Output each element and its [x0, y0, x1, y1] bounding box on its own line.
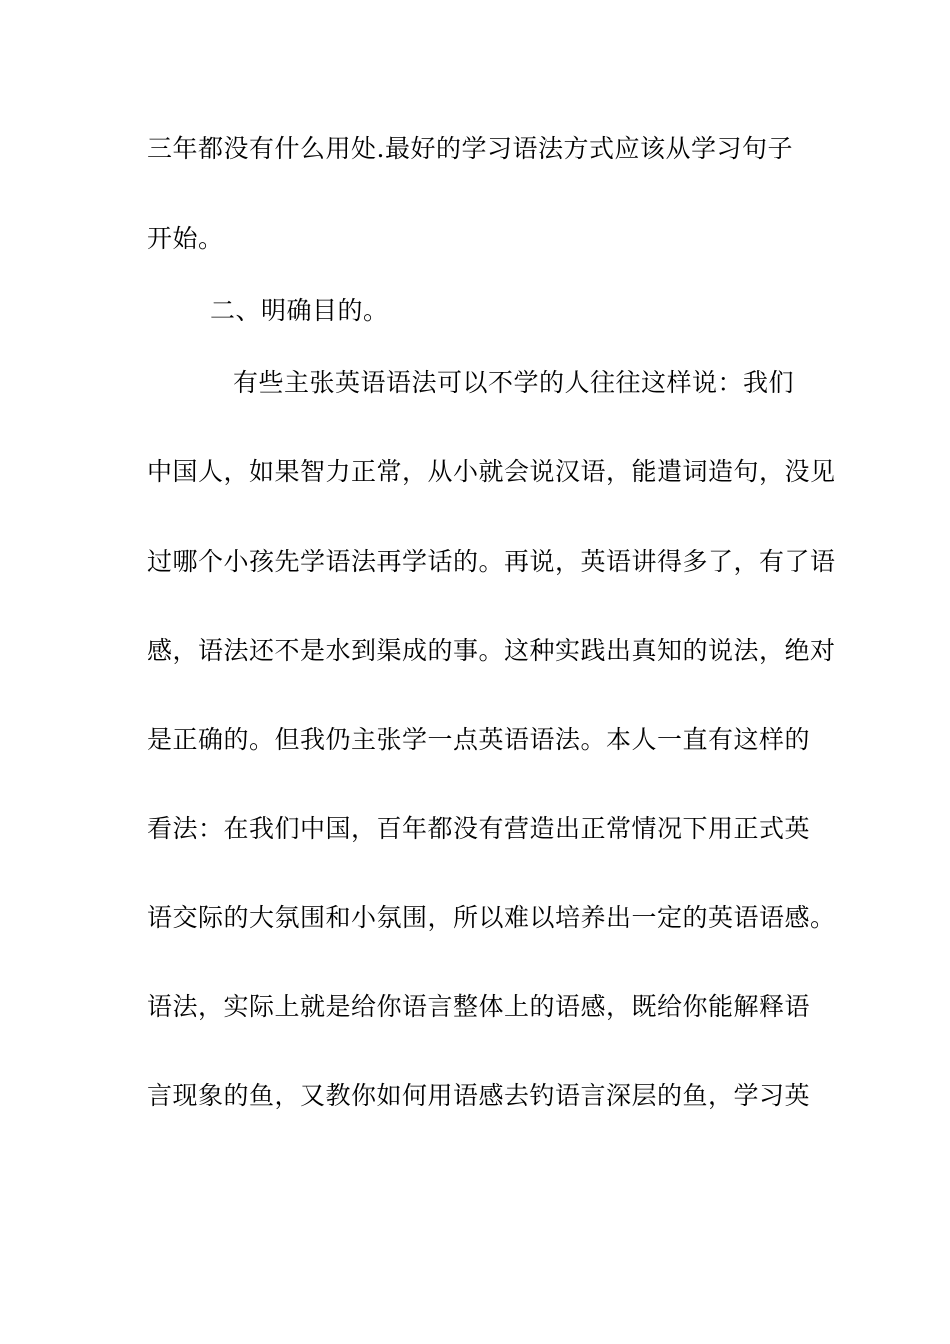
paragraph-line: 是正确的。但我仍主张学一点英语语法。本人一直有这样的	[147, 725, 811, 754]
paragraph-line: 开始。	[147, 224, 224, 253]
paragraph-line: 三年都没有什么用处.最好的学习语法方式应该从学习句子	[147, 134, 793, 163]
paragraph-line: 语法，实际上就是给你语言整体上的语感，既给你能解释语	[147, 992, 811, 1021]
paragraph-line: 中国人，如果智力正常，从小就会说汉语，能遣词造句，没见	[147, 457, 836, 486]
paragraph-line: 言现象的鱼，又教你如何用语感去钓语言深层的鱼，学习英	[147, 1081, 811, 1110]
paragraph-line: 看法：在我们中国，百年都没有营造出正常情况下用正式英	[147, 814, 811, 843]
paragraph-line: 感，语法还不是水到渠成的事。这种实践出真知的说法，绝对	[147, 636, 836, 665]
paragraph-line: 过哪个小孩先学语法再学话的。再说，英语讲得多了，有了语	[147, 547, 836, 576]
paragraph-line: 有些主张英语语法可以不学的人往往这样说：我们	[233, 368, 795, 397]
section-heading: 二、明确目的。	[210, 296, 389, 325]
paragraph-line: 语交际的大氛围和小氛围，所以难以培养出一定的英语语感。	[147, 903, 836, 932]
